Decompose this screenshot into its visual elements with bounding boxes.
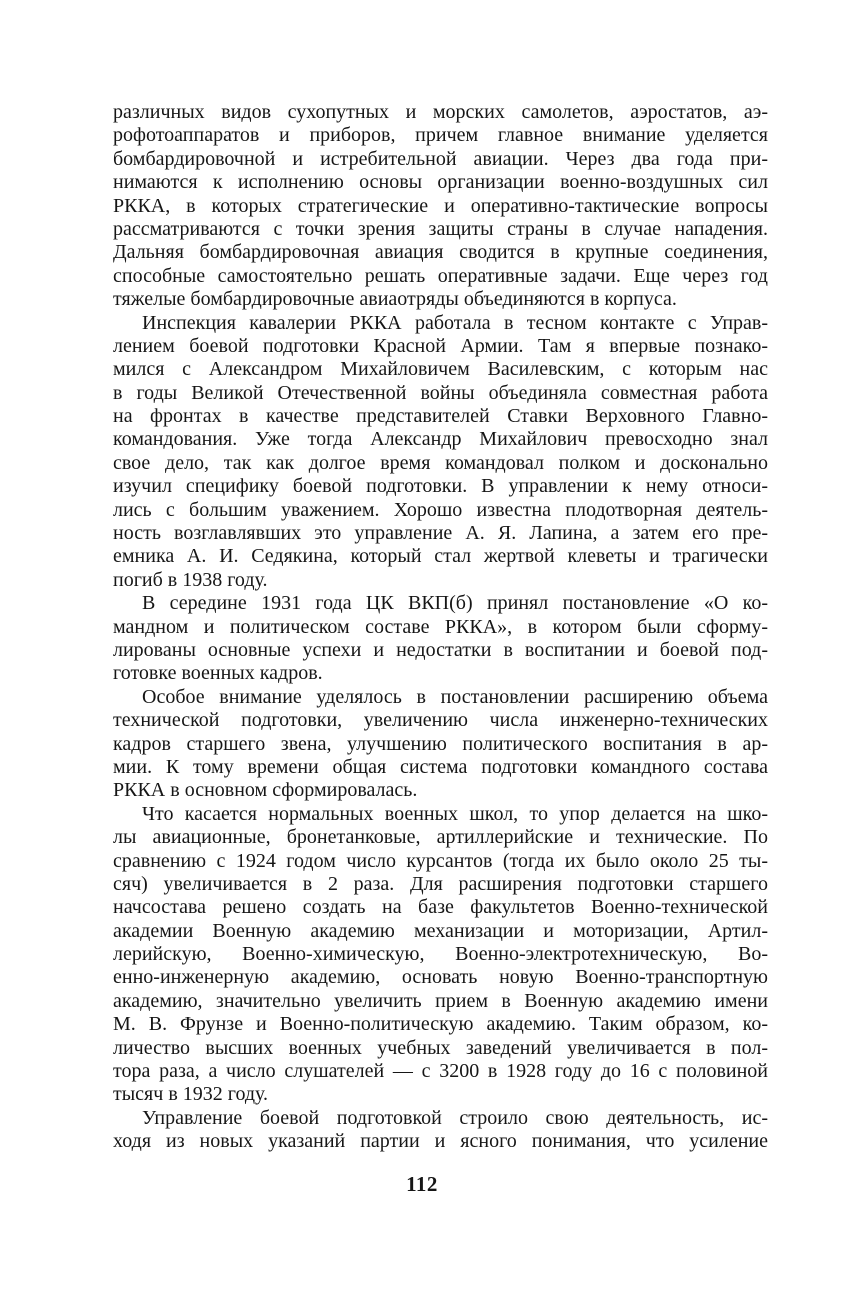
text-line: РККА, в которых стратегические и оперативно-тактические вопросы [113, 194, 768, 217]
text-line: ходя из новых указаний партии и ясного понимания, что усиление [113, 1130, 768, 1153]
text-line: технической подготовки, увеличению числа инженерно-технических [113, 709, 768, 732]
text-line: рассматриваются с точки зрения защиты страны в случае нападения. [113, 217, 768, 240]
text-line: способные самостоятельно решать оперативные задачи. Еще через год [113, 264, 768, 287]
text-line: бомбардировочной и истребительной авиации. Через два года при- [113, 147, 768, 170]
text-line: Что касается нормальных военных школ, то упор делается на шко- [142, 802, 768, 825]
text-line: различных видов сухопутных и морских самолетов, аэростатов, аэ- [113, 101, 768, 123]
text-line: тысяч в 1932 году. [113, 1083, 269, 1106]
text-line: мился с Александром Михайловичем Василевским, с которым нас [113, 358, 768, 381]
text-line: сяч) увеличивается в 2 раза. Для расширения подготовки старшего [113, 872, 768, 895]
text-line: Управление боевой подготовкой строило свою деятельность, ис- [142, 1106, 768, 1129]
text-line: М. В. Фрунзе и Военно-политическую академию. Таким образом, ко- [113, 1013, 768, 1036]
text-line: на фронтах в качестве представителей Ставки Верховного Главно- [113, 405, 768, 428]
text-line: академию, значительно увеличить прием в Военную академию имени [113, 989, 768, 1012]
text-line: РККА в основном сформировалась. [113, 779, 418, 802]
text-line: лись с большим уважением. Хорошо известна плодотворная деятель- [113, 498, 768, 521]
text-line: свое дело, так как долгое время командовал полком и досконально [113, 451, 768, 474]
text-line: изучил специфику боевой подготовки. В управлении к нему относи- [113, 475, 768, 498]
text-line: лы авиационные, бронетанковые, артиллерийские и технические. По [113, 826, 768, 849]
text-line: рофотоаппаратов и приборов, причем главное внимание уделяется [113, 124, 768, 147]
text-line: Инспекция кавалерии РККА работала в тесном контакте с Управ- [142, 311, 768, 334]
text-line: емника А. И. Седякина, который стал жертвой клеветы и трагически [113, 545, 768, 568]
text-line: академии Военную академию механизации и моторизации, Артил- [113, 919, 768, 942]
text-line: начсостава решено создать на базе факультетов Военно-технической [113, 896, 768, 919]
text-line: командования. Уже тогда Александр Михайлович превосходно знал [113, 428, 768, 451]
text-line: мандном и политическом составе РККА», в котором были сформу- [113, 615, 768, 638]
page-number: 112 [406, 1172, 438, 1196]
text-line: сравнению с 1924 годом число курсантов (тогда их было около 25 ты- [113, 849, 768, 872]
text-line: лением боевой подготовки Красной Армии. Там я впервые познако- [113, 334, 768, 357]
text-line: Дальняя бомбардировочная авиация сводится в крупные соединения, [113, 241, 768, 264]
text-line: енно-инженерную академию, основать новую Военно-транспортную [113, 966, 768, 989]
text-line: в годы Великой Отечественной войны объединяла совместная работа [113, 381, 768, 404]
text-line: кадров старшего звена, улучшению политического воспитания в ар- [113, 732, 768, 755]
text-line: лерийскую, Военно-химическую, Военно-электротехническую, Во- [113, 943, 768, 966]
text-line: мии. К тому времени общая система подготовки командного состава [113, 755, 768, 778]
text-line: нимаются к исполнению основы организации военно-воздушных сил [113, 171, 768, 194]
text-line: личество высших военных учебных заведений увеличивается в пол- [113, 1036, 768, 1059]
text-line: тора раза, а число слушателей — с 3200 в 1928 году до 16 с половиной [113, 1060, 768, 1083]
text-line: Особое внимание уделялось в постановлении расширению объема [142, 685, 768, 708]
text-line: лированы основные успехи и недостатки в воспитании и боевой под- [113, 638, 768, 661]
text-line: готовке военных кадров. [113, 662, 323, 685]
text-line: В середине 1931 года ЦК ВКП(б) принял постановление «О ко- [142, 592, 768, 615]
text-line: тяжелые бомбардировочные авиаотряды объединяются в корпуса. [113, 288, 677, 311]
text-line: ность возглавлявших это управление А. Я. Лапина, а затем его пре- [113, 522, 768, 545]
body-text [113, 101, 768, 1154]
text-line: погиб в 1938 году. [113, 568, 268, 591]
